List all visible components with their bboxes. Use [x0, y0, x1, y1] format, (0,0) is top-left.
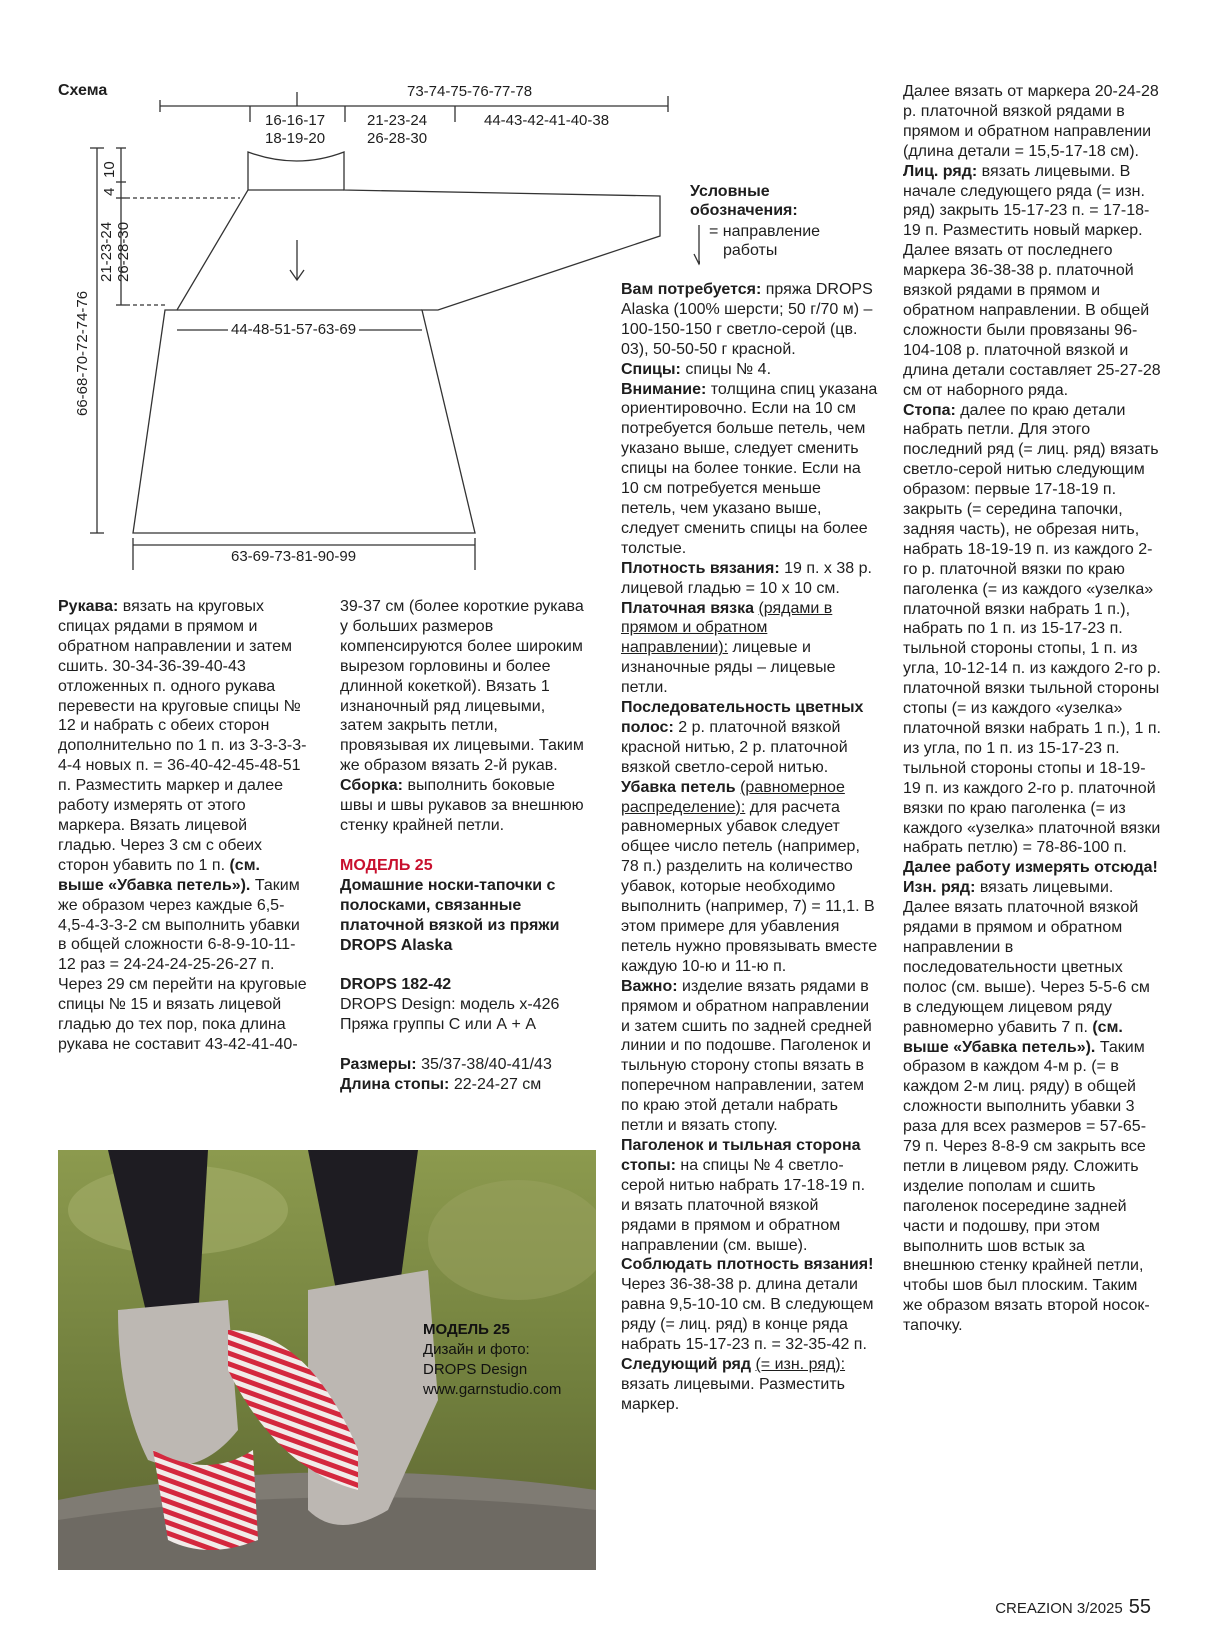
legend-title: Условные обозначения:: [690, 183, 798, 219]
legend-item: = направление работы: [709, 223, 821, 259]
column-1: [58, 597, 308, 1055]
garment-schematic: [0, 0, 700, 590]
ws-row: Изн. ряд: вязать лицевыми. Далее вязать платочной вязкой рядами в прямом и обратном направлении в последовательности цветных полос (см. выше). Через 5-5-6 см в следующем лицевом ряду равномерно убавить 7 п. (см. выше «Убавка петель»). Таким образом в каждом 4-м р. (= в каждом 2-м лиц. ряду) в общей сложности выполнить убавки 3 раза для всех размеров = 57-65-79 п. Через 8-8-9 см закрыть все петли в лицевом ряду. Сложить изделие пополам и сшить паголенок посередине задней части и подошву, при этом выполнить шов встык за внешнюю стенку крайней петли, чтобы шов был плоским. Таким же образом вязать второй носок-тапочку.: [903, 879, 1150, 1335]
attention: Внимание: толщина спиц указана ориентировочно. Если на 10 см потребуется больше петель, чем указано выше, следует сменить спицы на более тонкие. Если на 10 см потребуется меньше петель, чем указано выше, следует сменить спицы на более толстые.: [621, 380, 878, 557]
garment-outline: [133, 152, 660, 533]
sizes: Размеры: 35/37-38/40-41/43: [340, 1056, 552, 1074]
needles: Спицы: спицы № 4.: [621, 360, 772, 378]
side-yoke-label: 21-23-24 26-28-30: [98, 221, 132, 282]
materials: Вам потребуется: пряжа DROPS Alaska (100% шерсти; 50 г/70 м) – 100-150-150 г светло-серой (цв. 03), 50-50-50 г красной.: [621, 281, 873, 358]
sleeves-continued: 39-37 см (более короткие рукава у больших размеров компенсируются более широким вырезом горловины и более длинной кокеткой). Вязать 1 изнаночный ряд лицевыми, затем закрыть петли, провязывая их лицевыми. Таким же образом вязать 2-й рукав.: [340, 598, 584, 775]
column-4: [903, 82, 1161, 1336]
foot-length: Длина стопы: 22-24-27 см: [340, 1076, 542, 1094]
leg-section: Паголенок и тыльная сторона стопы: на спицы № 4 светло-серой нитью набрать 17-18-19 п. и вязать платочной вязкой рядами в прямом и обратном направлении (см. выше). Соблюдать плотность вязания! Через 36-38-38 р. длина детали равна 9,5-10-10 см. В следующем ряду (= лиц. ряд) в конце ряда набрать 15-17-23 п. = 32-35-42 п.: [621, 1136, 874, 1354]
side-length-label: 66-68-70-72-74-76: [74, 290, 91, 416]
schema-title: Схема: [58, 82, 108, 99]
page-number: 55: [1128, 1596, 1151, 1618]
important: Важно: изделие вязать рядами в прямом и обратном направлении и затем сшить по задней средней линии и по подошве. Паголенок и тыльную сторону стопы вязать в поперечном направлении, затем по краю этой детали набрать петли и вязать стопу.: [621, 977, 872, 1135]
sleeve-width-label: 44-43-42-41-40-38: [484, 112, 610, 129]
chest-width-label: 44-48-51-57-63-69: [228, 321, 359, 339]
rs-row: Лиц. ряд: вязать лицевыми. В начале следующего ряда (= изн. ряд) закрыть 15-17-23 п. = 17-18-19 п. Разместить новый маркер. Далее вязать от последнего маркера 36-38-38 р. платочной вязкой рядами в прямом и обратном направлении. В общей сложности были провязаны 96-104-108 р. платочной вязкой и длина детали составляет 25-27-28 см от наборного ряда.: [903, 162, 1161, 399]
garter-stitch: Платочная вязка (рядами в прямом и обратном направлении): лицевые и изнаночные ряды – лицевые петли.: [621, 599, 836, 697]
drops-design: DROPS Design: модель x-426: [340, 996, 560, 1014]
slippers-photo: [58, 1150, 596, 1570]
neck-width-label: 16-16-17 18-19-20: [265, 112, 326, 147]
shoulder-label: 21-23-24 26-28-30: [367, 112, 428, 147]
stripe-sequence: Последовательность цветных полос: 2 р. платочной вязкой красной нитью, 2 р. платочной вязкой светло-серой нитью.: [621, 699, 864, 776]
yarn-group: Пряжа группы С или А + А: [340, 1016, 536, 1034]
foot-section: Стопа: далее по краю детали набрать петли. Для этого последний ряд (= лиц. ряд) вязать светло-серой нитью следующим образом: первые 17-18-19 п. закрыть (= середина тапочки, задняя часть), не обрезая нить, набрать 18-19-19 п. из каждого 2-го р. платочной вязки по краю паголенка (= из каждого «узелка» платочной вязки набрать 1 п.), набрать по 1 п. из 15-17-23 п. тыльной стороны стопы, 1 п. из угла, 10-12-14 п. из каждого 2-го р. платочной вязки тыльной стороны стопы (= из каждого «узелка» платочной вязки набрать 1 п.), 1 п. из угла, по 1 п. из 15-17-23 п. тыльной стороны стопы и 18-19-19 п. из каждого 2-го р. платочной вязки по краю паголенка (= из каждого «узелка» платочной вязки набрать петлю) = 78-86-100 п. Далее работу измерять отсюда!: [903, 401, 1161, 877]
photo-caption: МОДЕЛЬ 25 Дизайн и фото: DROPS Design www.garnstudio.com: [423, 1321, 562, 1398]
column-3: [621, 280, 878, 1415]
side-4-label: 4: [101, 187, 118, 196]
width-total-label: 73-74-75-76-77-78: [407, 83, 533, 100]
assembly-section: Сборка: выполнить боковые швы и швы рукавов за внешнюю стенку крайней петли.: [340, 777, 584, 834]
hem-width-label: 63-69-73-81-90-99: [228, 548, 359, 566]
next-row: Следующий ряд (= изн. ряд): вязать лицевыми. Разместить маркер.: [621, 1355, 846, 1413]
page-footer: [995, 1596, 1151, 1619]
continue-text: Далее вязать от маркера 20-24-28 р. платочной вязкой рядами в прямом и обратном направлении (длина детали = 15,5-17-18 см).: [903, 83, 1159, 160]
magazine-name: CREAZION 3/2025: [995, 1600, 1123, 1617]
drops-code: DROPS 182-42: [340, 976, 452, 994]
gauge: Плотность вязания: 19 п. х 38 р. лицевой гладью = 10 х 10 см.: [621, 559, 872, 597]
column-2: [340, 597, 590, 1095]
side-10-label: 10: [101, 161, 118, 178]
sleeves-section: Рукава: вязать на круговых спицах рядами в прямом и обратном направлении и затем сшить. 30-34-36-39-40-43 отложенных п. одного рукава перевести на круговые спицы № 12 и набрать с обеих сторон дополнительно по 1 п. из 3-3-3-3-4-4 новых п. = 36-40-42-45-48-51 п. Разместить маркер и далее работу измерять от этого маркера. Вязать лицевой гладью. Через 3 см с обеих сторон убавить по 1 п. (см. выше «Убавка петель»). Таким же образом через каждые 6,5-4,5-4-3-3-2 см выполнить убавки в общей сложности 6-8-9-10-11-12 раз = 24-24-24-25-26-27 п. Через 29 см перейти на круговые спицы № 15 и вязать лицевой гладью до тех пор, пока длина рукава не составит 43-42-41-40-: [58, 598, 307, 1053]
decrease-tip: Убавка петель (равномерное распределение): для расчета равномерных убавок следует общее число петель (например, 78 п.) разделить на количество убавок, которые необходимо выполнить (например, 7) = 11,1. В этом примере для убавления петель нужно провязывать вместе каждую 10-ю и 11-ю п.: [621, 778, 878, 975]
model-title: Домашние носки-тапочки с полосками, связанные платочной вязкой из пряжи DROPS Alaska: [340, 876, 560, 954]
model-heading: МОДЕЛЬ 25: [340, 856, 433, 874]
